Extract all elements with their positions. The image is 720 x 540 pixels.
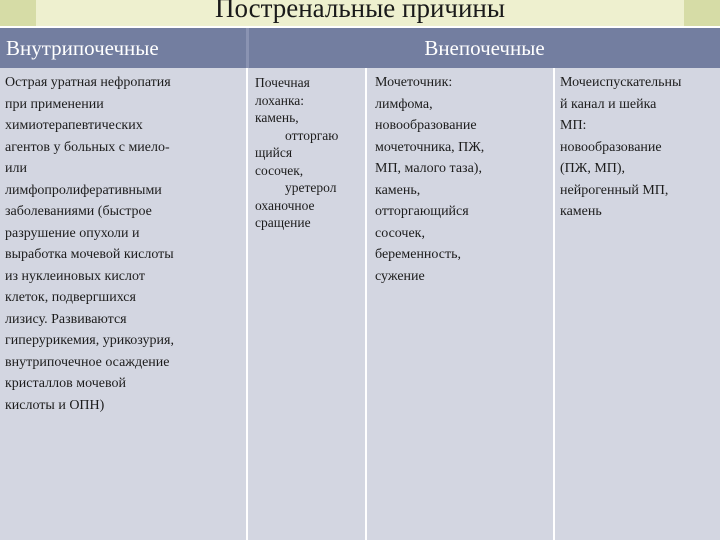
cell-line: беременность, <box>375 247 461 262</box>
column-separator <box>365 68 367 540</box>
cell-line: отторгаю <box>285 127 339 143</box>
cell-line: выработка мочевой кислоты <box>5 247 174 262</box>
cell-line: внутрипочечное осаждение <box>5 354 170 370</box>
cell-line: лизису. Развиваются <box>5 311 127 327</box>
cell-line: гиперурикемия, урикозурия, <box>5 333 174 348</box>
cell-line: кристаллов мочевой <box>5 376 126 391</box>
cell-line: кислоты и ОПН) <box>5 397 105 413</box>
cell-line: новообразование <box>375 118 477 133</box>
cell-line: оханочное <box>255 197 315 213</box>
header-extrarenal: Внепочечные <box>424 36 545 60</box>
cell-line: заболеваниями (быстрое <box>5 204 152 219</box>
cell-line: камень <box>560 204 602 219</box>
column-separator <box>246 68 248 540</box>
cell-line: Мочеиспускательны <box>560 75 682 90</box>
cell-line: лоханка: <box>255 92 305 108</box>
header-intrarenal: Внутрипочечные <box>6 36 159 60</box>
cell-line: сужение <box>375 268 425 284</box>
cell-line: при применении <box>5 96 104 112</box>
cell-line: химиотерапевтических <box>5 118 143 133</box>
cell-line: камень, <box>375 182 421 198</box>
cell-line: из нуклеиновых кислот <box>5 268 145 284</box>
cell-line: мочеточника, ПЖ, <box>375 139 485 155</box>
cell-line: Острая уратная нефропатия <box>5 75 171 90</box>
cell-line: сосочек, <box>375 225 425 241</box>
cell-line: Почечная <box>255 75 310 90</box>
cell-line: или <box>5 161 27 176</box>
cell-line: уретерол <box>285 180 337 195</box>
table-header <box>0 28 720 68</box>
cell-line: лимфома, <box>375 96 433 112</box>
cell-line: отторгающийся <box>375 204 469 219</box>
cell-intrarenal <box>5 72 245 416</box>
cell-line: МП, малого таза), <box>375 161 482 176</box>
cell-line: Мочеточник: <box>375 75 453 90</box>
cell-line: клеток, подвергшихся <box>5 290 136 305</box>
cell-renal-pelvis <box>255 74 360 232</box>
cell-line: сосочек, <box>255 162 304 178</box>
cell-line: й канал и шейка <box>560 96 657 112</box>
cell-line: разрушение опухоли и <box>5 225 140 241</box>
column-separator <box>553 68 555 540</box>
cell-line: щийся <box>255 145 293 160</box>
cell-line: агентов у больных с миело- <box>5 139 170 155</box>
cell-line: (ПЖ, МП), <box>560 161 626 176</box>
cell-line: лимфопролиферативными <box>5 182 162 198</box>
cell-ureter <box>375 72 553 287</box>
cell-line: нейрогенный МП, <box>560 182 669 198</box>
slide-title: Постренальные причины <box>214 0 506 23</box>
cell-line: новообразование <box>560 139 662 155</box>
cell-urethra <box>560 72 720 223</box>
cell-line: камень, <box>255 110 299 125</box>
cell-line: сращение <box>255 215 311 230</box>
cell-line: МП: <box>560 118 587 133</box>
